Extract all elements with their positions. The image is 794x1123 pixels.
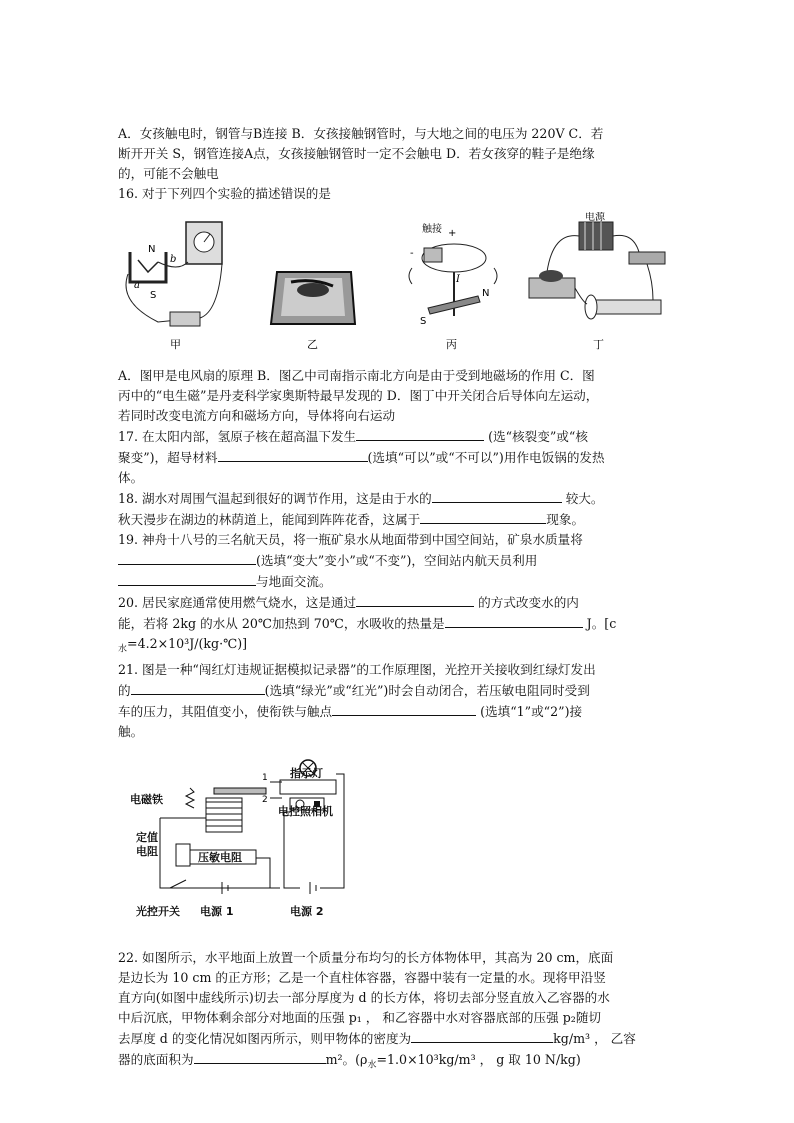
q21-blank-2[interactable]	[332, 701, 476, 716]
q18-text-2: 较大。	[561, 491, 604, 506]
q21-text-5: (选填“1”或“2”)接	[476, 703, 583, 719]
q18-text-3: 秋天漫步在湖边的林荫道上，能闻到阵阵花香，这属于	[118, 512, 421, 527]
q16-options	[118, 366, 678, 426]
q21-blank-1[interactable]	[131, 680, 265, 695]
q22-line-3: 直方向(如图中虚线所示)切去一部分厚度为 d 的长方体，将切去部分竖直放入乙容器的水	[118, 989, 610, 1005]
q22-line-5b: kg/m³ ， 乙容	[553, 1030, 636, 1046]
q22	[118, 948, 678, 1076]
q19-blank-2[interactable]	[118, 571, 256, 586]
q21-label-fixed-2: 电阻	[136, 844, 158, 858]
q21-contact-2: 2	[262, 794, 268, 805]
q20-text-2: 的方式改变水的内	[474, 595, 579, 610]
q17	[118, 426, 678, 488]
q21-text-2: 的	[118, 682, 131, 698]
q20-text-3: 能，若将 2kg 的水从 20℃加热到 70℃，水吸收的热量是	[118, 616, 445, 631]
q21-label-electromagnet: 电磁铁	[130, 792, 163, 806]
fig-jia-S: S	[150, 290, 157, 301]
q21-text-6: 触。	[118, 723, 144, 739]
q17-text-1: 17. 在太阳内部，氢原子核在超高温下发生	[118, 429, 357, 444]
q15-options	[118, 124, 678, 184]
fig-bing-plus: +	[448, 228, 457, 239]
q21-text-3: (选填“绿光”或“红光”)时会自动闭合，若压敏电阻同时受到	[264, 682, 590, 698]
fig-jia-caption: 甲	[170, 338, 181, 351]
fig-ding-power: 电源	[585, 212, 605, 223]
q20-subscript-water: 水	[118, 644, 128, 655]
q20	[118, 592, 678, 660]
fig-bing-N: N	[482, 288, 490, 299]
fig-jia-N: N	[148, 244, 156, 255]
q22-subscript-water: 水	[367, 1060, 377, 1071]
q22-line-5a: 去厚度 d 的变化情况如图丙所示，则甲物体的密度为	[118, 1030, 412, 1046]
q19	[118, 530, 678, 592]
q17-text-2: (选“核裂变”或“核	[484, 429, 588, 444]
figure-jia-drawing	[118, 212, 238, 352]
q21-text-4: 车的压力，其阻值变小，使衔铁与触点	[118, 703, 333, 719]
q16-opt-line-3: 若同时改变电流方向和磁场方向，导体将向右运动	[118, 408, 396, 423]
q17-text-4: (选填“可以”或“不可以”)用作电饭锅的发热	[367, 450, 605, 465]
q19-text-2: (选填“变大”变小”或“不变”)，空间站内航天员利用	[256, 553, 538, 568]
q17-text-3: 聚变”)，超导材料	[118, 450, 218, 465]
q15-line-2: 断开开关 S，钢管连接A点，女孩接触钢管时一定不会触电 D．若女孩穿的鞋子是绝缘	[118, 146, 595, 161]
q18-blank-2[interactable]	[420, 509, 546, 524]
q22-line-4: 中后沉底，甲物体剩余部分对地面的压强 p₁ ， 和乙容器中水对容器底部的压强 p₂随切	[118, 1009, 602, 1025]
figure-yi	[263, 212, 363, 352]
q20-blank-1[interactable]	[356, 592, 474, 607]
figure-ding	[523, 212, 673, 352]
fig-yi-caption: 乙	[307, 338, 318, 351]
fig-bing-minus: -	[410, 248, 414, 259]
q16-figures	[118, 212, 678, 362]
fig-jia-a: a	[134, 280, 140, 291]
q21-label-camera: 电控照相机	[278, 804, 333, 818]
q22-blank-2[interactable]	[194, 1049, 326, 1064]
q22-line-1: 22. 如图所示，水平地面上放置一个质量分布均匀的长方体物体甲，其高为 20 cm，底面	[118, 949, 614, 965]
q21-circuit-figure	[118, 758, 678, 918]
figure-jia	[118, 212, 238, 352]
q18-blank-1[interactable]	[432, 488, 562, 503]
q18	[118, 488, 678, 530]
q22-line-6d: =1.0×10³kg/m³ ， g 取 10 N/kg)	[376, 1051, 581, 1067]
q20-text-6: =4.2×10³J/(kg·℃)]	[127, 636, 248, 651]
q21	[118, 660, 678, 742]
q21-contact-1: 1	[262, 772, 268, 783]
figure-yi-drawing	[263, 212, 363, 352]
q21-label-indicator: 指示灯	[290, 766, 323, 780]
q20-blank-2[interactable]	[445, 613, 583, 628]
q15-line-1: A．女孩触电时，钢管与B连接 B．女孩接触钢管时，与大地之间的电压为 220V C．若	[118, 126, 604, 141]
fig-bing-I: I	[456, 274, 460, 285]
figure-bing	[398, 212, 508, 352]
fig-bing-caption: 丙	[446, 338, 457, 351]
q16-opt-line-1: A．图甲是电风扇的原理 B．图乙中司南指示南北方向是由于受到地磁场的作用 C．图	[118, 368, 595, 383]
q21-label-light-switch: 光控开关	[136, 904, 180, 918]
q16-opt-line-2: 丙中的“电生磁”是丹麦科学家奥斯特最早发现的 D．图丁中开关闭合后导体向左运动，	[118, 388, 599, 403]
fig-bing-S: S	[420, 316, 427, 327]
exam-page	[118, 124, 678, 1075]
q21-label-fixed-1: 定值	[136, 830, 158, 844]
q20-text-1: 20. 居民家庭通常使用燃气烧水，这是通过	[118, 595, 357, 610]
q15-line-3: 的，可能不会触电	[118, 166, 219, 181]
q17-text-5: 体。	[118, 470, 144, 485]
figure-bing-drawing	[398, 212, 508, 352]
q17-blank-2[interactable]	[218, 447, 368, 462]
q22-line-6b: m²。(ρ	[325, 1051, 368, 1067]
fig-bing-touch: 触接	[422, 224, 442, 235]
q16-stem: 16. 对于下列四个实验的描述错误的是	[118, 186, 331, 201]
q21-label-pressure: 压敏电阻	[198, 850, 242, 864]
fig-ding-caption: 丁	[593, 338, 604, 351]
q19-blank-1[interactable]	[118, 550, 256, 565]
q21-text-1: 21. 图是一种“闯红灯违规证据模拟记录器”的工作原理图，光控开关接收到红绿灯发出	[118, 661, 596, 677]
q22-line-2: 是边长为 10 cm 的正方形；乙是一个直柱体容器，容器中装有一定量的水。现将甲沿竖	[118, 969, 606, 985]
q18-text-1: 18. 湖水对周围气温起到很好的调节作用，这是由于水的	[118, 491, 432, 506]
q21-label-power1: 电源 1	[200, 904, 234, 918]
q17-blank-1[interactable]	[356, 426, 484, 441]
q18-text-4: 现象。	[546, 512, 585, 527]
q19-text-3: 与地面交流。	[256, 574, 332, 589]
q19-text-1: 19. 神舟十八号的三名航天员，将一瓶矿泉水从地面带到中国空间站，矿泉水质量将	[118, 532, 583, 547]
q21-label-power2: 电源 2	[290, 904, 324, 918]
q22-blank-1[interactable]	[411, 1028, 553, 1043]
q22-line-6a: 器的底面积为	[118, 1051, 194, 1067]
figure-ding-drawing	[523, 212, 673, 352]
q20-text-4: J。[c	[582, 616, 617, 631]
fig-jia-b: b	[170, 254, 177, 265]
